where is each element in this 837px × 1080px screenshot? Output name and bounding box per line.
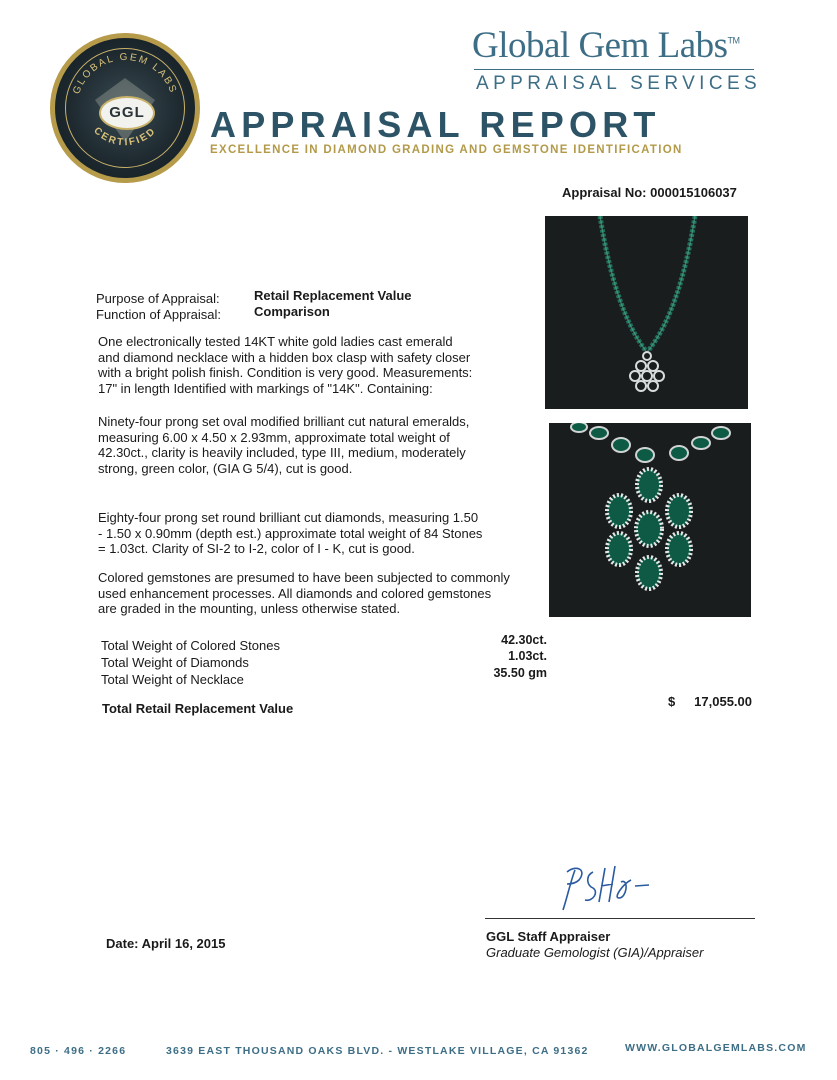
total-necklace-label: Total Weight of Necklace bbox=[101, 672, 244, 687]
trademark-mark: TM bbox=[727, 35, 740, 46]
appraiser-title: Graduate Gemologist (GIA)/Appraiser bbox=[486, 945, 704, 960]
purpose-value: Retail Replacement Value bbox=[254, 288, 412, 303]
function-label: Function of Appraisal: bbox=[96, 307, 222, 322]
seal-text-top: GLOBAL GEM LABS bbox=[71, 51, 179, 96]
signature-line bbox=[485, 918, 755, 919]
footer-address: 3639 EAST THOUSAND OAKS BLVD. - WESTLAKE VILLAGE, CA 91362 bbox=[166, 1045, 589, 1057]
emeralds-description: Ninety-four prong set oval modified brilliant cut natural emeralds, measuring 6.00 x 4.50 x 2.93mm, approximate total weight of 42.30ct., clarity is heavily included, type III, medium, moderately strong, green color, (GIA G 5/4), cut is good. bbox=[98, 414, 470, 476]
appraiser-name: GGL Staff Appraiser bbox=[486, 929, 611, 944]
diamonds-description: Eighty-four prong set round brilliant cut diamonds, measuring 1.50 - 1.50 x 0.90mm (depth est.) approximate total weight of 84 Stones = 1.03ct. Clarity of SI-2 to I-2, color of I - K, cut is good. bbox=[98, 510, 483, 556]
retail-value-label: Total Retail Replacement Value bbox=[102, 701, 294, 716]
seal-logo-text: GGL bbox=[99, 96, 155, 130]
retail-value-amount: 17,055.00 bbox=[694, 694, 752, 709]
necklace-photo-full bbox=[545, 216, 748, 409]
disclaimer: Colored gemstones are presumed to have been subjected to commonly used enhancement processes. All diamonds and colored gemstones are graded in the mounting, unless otherwise stated. bbox=[98, 570, 510, 616]
necklace-photo-pendant bbox=[549, 423, 751, 617]
ggl-certified-seal bbox=[50, 33, 200, 183]
total-diamonds-label: Total Weight of Diamonds bbox=[101, 655, 249, 670]
total-colored-value: 42.30ct. bbox=[501, 633, 547, 647]
footer-phone: 805 · 496 · 2266 bbox=[30, 1045, 127, 1057]
total-necklace-value: 35.50 gm bbox=[493, 666, 547, 680]
total-colored-label: Total Weight of Colored Stones bbox=[101, 638, 280, 653]
report-date: Date: April 16, 2015 bbox=[106, 936, 226, 951]
footer-website: WWW.GLOBALGEMLABS.COM bbox=[625, 1042, 807, 1054]
function-value: Comparison bbox=[254, 304, 330, 319]
report-subtitle: EXCELLENCE IN DIAMOND GRADING AND GEMSTONE IDENTIFICATION bbox=[210, 144, 683, 156]
report-title: APPRAISAL REPORT bbox=[210, 104, 661, 145]
purpose-label: Purpose of Appraisal: bbox=[96, 291, 220, 306]
appraisal-number: Appraisal No: 000015106037 bbox=[562, 185, 737, 200]
brand-subtitle: APPRAISAL SERVICES bbox=[476, 73, 762, 94]
brand-name: Global Gem Labs™ bbox=[472, 25, 740, 66]
total-diamonds-value: 1.03ct. bbox=[508, 649, 547, 663]
appraiser-signature bbox=[553, 858, 663, 923]
item-description: One electronically tested 14KT white gold ladies cast emerald and diamond necklace with a hidden box clasp with safety closer with a bright polish finish. Condition is very good. Measurements: 17" in length Identified with markings of "14K". Containing: bbox=[98, 334, 473, 396]
seal-text-bottom: CERTIFIED bbox=[91, 125, 159, 149]
currency-symbol: $ bbox=[668, 694, 676, 709]
brand-divider bbox=[474, 69, 754, 70]
